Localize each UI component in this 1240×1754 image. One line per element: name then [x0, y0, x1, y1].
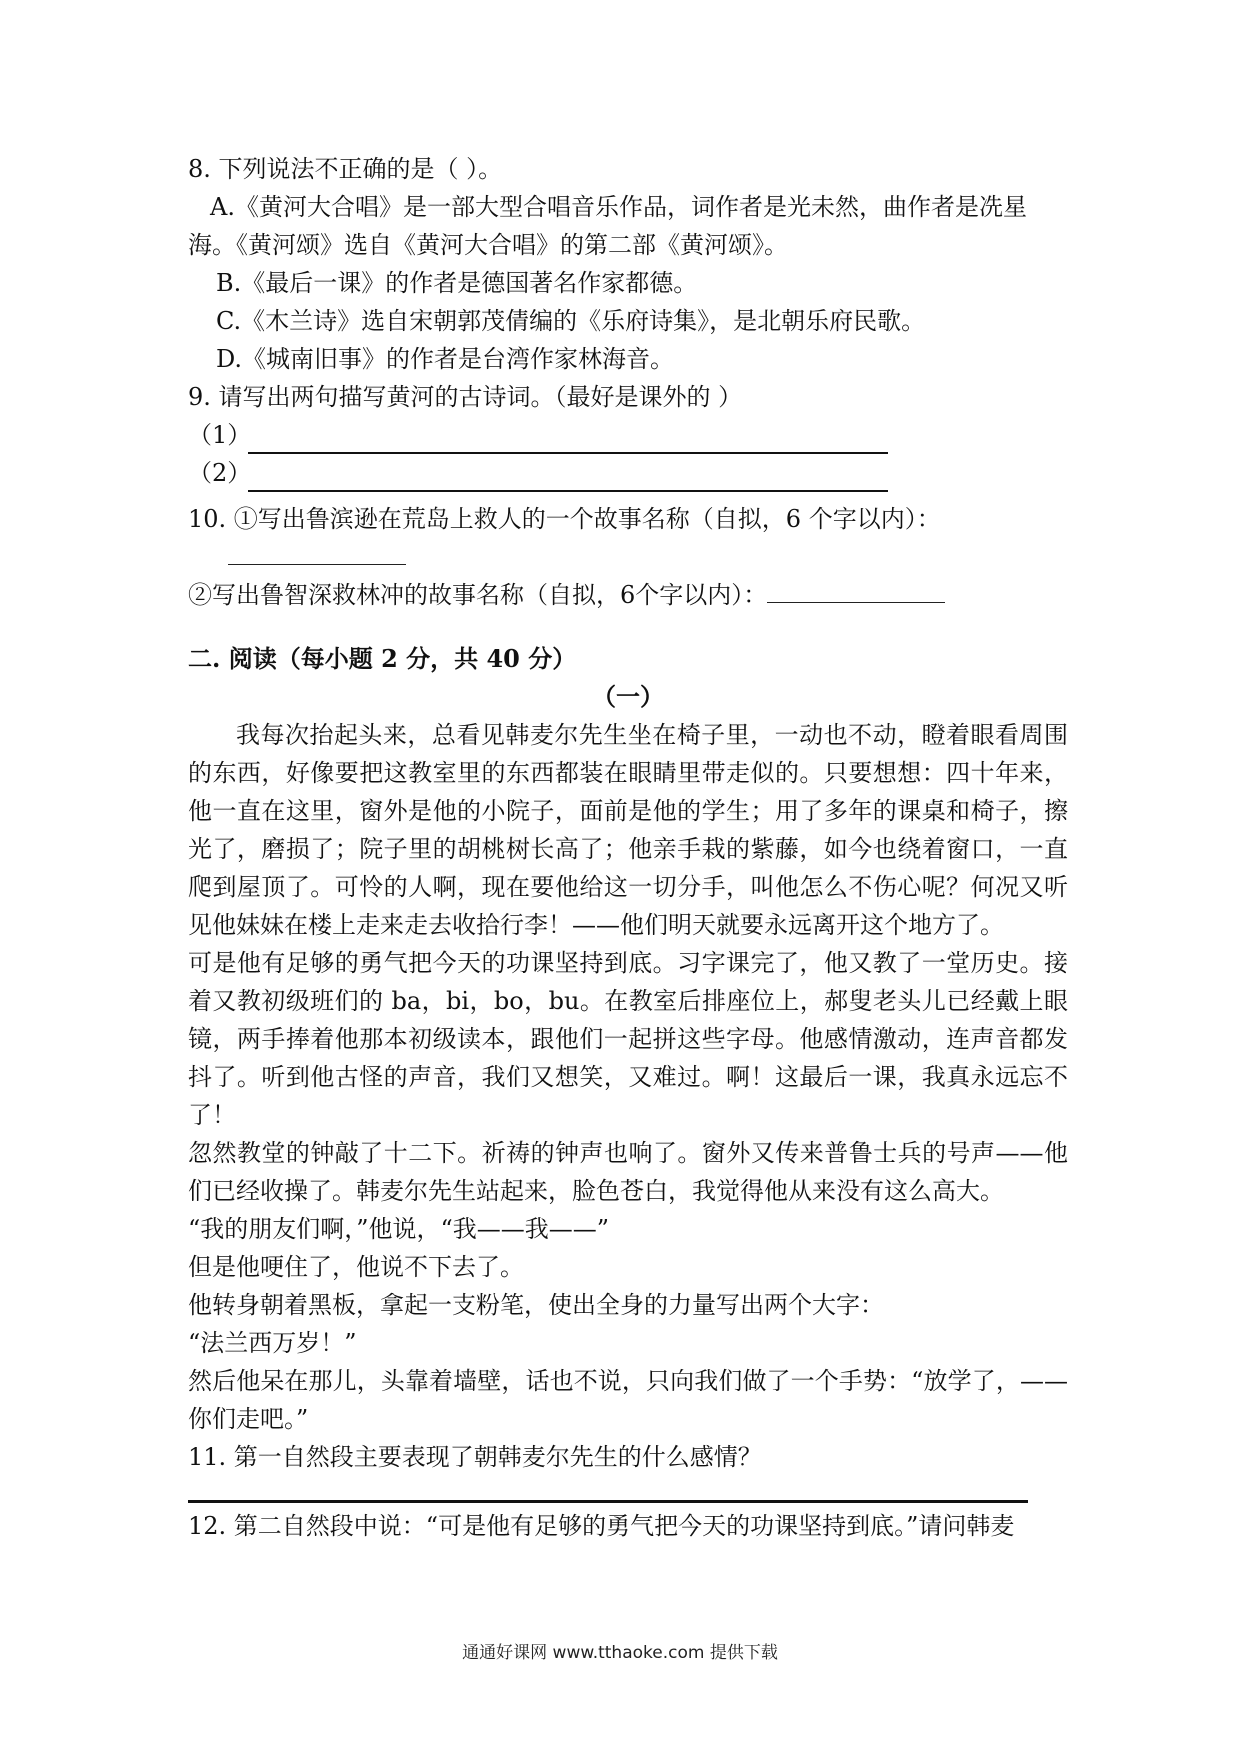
q10-answer-blank-1[interactable]	[228, 540, 406, 565]
q10-answer-blank-2[interactable]	[767, 578, 945, 603]
q10-part2-row	[188, 576, 1068, 614]
passage-paragraph-8: 然后他呆在那儿，头靠着墙壁，话也不说，只向我们做了一个手势：“放学了，——你们走吧。”	[188, 1367, 1068, 1433]
q9-answer-line-2[interactable]	[248, 466, 888, 492]
q8-option-a-line1: A.《黄河大合唱》是一部大型合唱音乐作品，词作者是光未然，曲作者是冼星	[210, 193, 1027, 221]
passage-paragraph-1: 我每次抬起头来，总看见韩麦尔先生坐在椅子里，一动也不动，瞪着眼看周围的东西，好像要把这教室里的东西都装在眼睛里带走似的。只要想想：四十年来，他一直在这里，窗外是他的小院子，面前是他的学生；用了多年的课桌和椅子，擦光了，磨损了；院子里的胡桃树长高了；他亲手栽的紫藤，如今也绕着窗口，一直爬到屋顶了。可怜的人啊，现在要他给这一切分手，叫他怎么不伤心呢？何况又听见他妹妹在楼上走来走去收拾行李！——他们明天就要永远离开这个地方了。	[188, 721, 1068, 939]
q8-option-d: D.《城南旧事》的作者是台湾作家林海音。	[216, 345, 675, 373]
q9-answer-line-1[interactable]	[248, 428, 888, 454]
exam-page	[188, 150, 1068, 1545]
q11-answer-line[interactable]	[188, 1500, 1028, 1503]
section-2-subtitle: （一）	[592, 682, 664, 711]
q10-blank-row-1	[188, 538, 1068, 576]
page-footer: 通通好课网 www.tthaoke.com 提供下载	[462, 1643, 778, 1663]
passage-paragraph-7: “法兰西万岁！”	[188, 1329, 357, 1357]
q12-stem: 12. 第二自然段中说：“可是他有足够的勇气把今天的功课坚持到底。”请问韩麦	[188, 1512, 1015, 1540]
q9-answer-2	[188, 454, 1068, 492]
section-2-title: 二. 阅读（每小题 2 分，共 40 分）	[188, 644, 577, 673]
q8-option-c: C.《木兰诗》选自宋朝郭茂倩编的《乐府诗集》，是北朝乐府民歌。	[216, 307, 926, 335]
q8-option-a-line2: 海。《黄河颂》选自《黄河大合唱》的第二部《黄河颂》。	[188, 231, 788, 259]
passage-paragraph-5: 但是他哽住了，他说不下去了。	[188, 1253, 524, 1281]
q8-option-b: B.《最后一课》的作者是德国著名作家都德。	[216, 269, 698, 297]
passage-paragraph-6: 他转身朝着黑板，拿起一支粉笔，使出全身的力量写出两个大字：	[188, 1291, 884, 1319]
q10-part2: ②写出鲁智深救林冲的故事名称（自拟，6个字以内）：	[188, 581, 768, 609]
q9-answer-1	[188, 416, 1068, 454]
q9-label-1: （1）	[188, 421, 252, 449]
reading-passage	[188, 716, 1068, 1438]
passage-paragraph-4: “我的朋友们啊，”他说，“我——我——”	[188, 1215, 610, 1243]
q8-stem: 8. 下列说法不正确的是（ ）。	[188, 155, 503, 183]
q9-label-2: （2）	[188, 459, 252, 487]
q11-stem: 11. 第一自然段主要表现了朝韩麦尔先生的什么感情？	[188, 1443, 762, 1471]
passage-paragraph-3: 忽然教堂的钟敲了十二下。祈祷的钟声也响了。窗外又传来普鲁士兵的号声——他们已经收操了。韩麦尔先生站起来，脸色苍白，我觉得他从来没有这么高大。	[188, 1139, 1068, 1205]
passage-paragraph-2: 可是他有足够的勇气把今天的功课坚持到底。习字课完了，他又教了一堂历史。接着又教初级班们的 ba，bi，bo，bu。在教室后排座位上，郝叟老头儿已经戴上眼镜，两手捧着他那本初级读本，跟他们一起拼这些字母。他感情激动，连声音都发抖了。听到他古怪的声音，我们又想笑，又难过。啊！这最后一课，我真永远忘不了！	[188, 949, 1068, 1129]
q9-stem: 9. 请写出两句描写黄河的古诗词。（最好是课外的 ）	[188, 383, 743, 411]
q10-part1: 10. ①写出鲁滨逊在荒岛上救人的一个故事名称（自拟，6 个字以内）：	[188, 505, 941, 533]
